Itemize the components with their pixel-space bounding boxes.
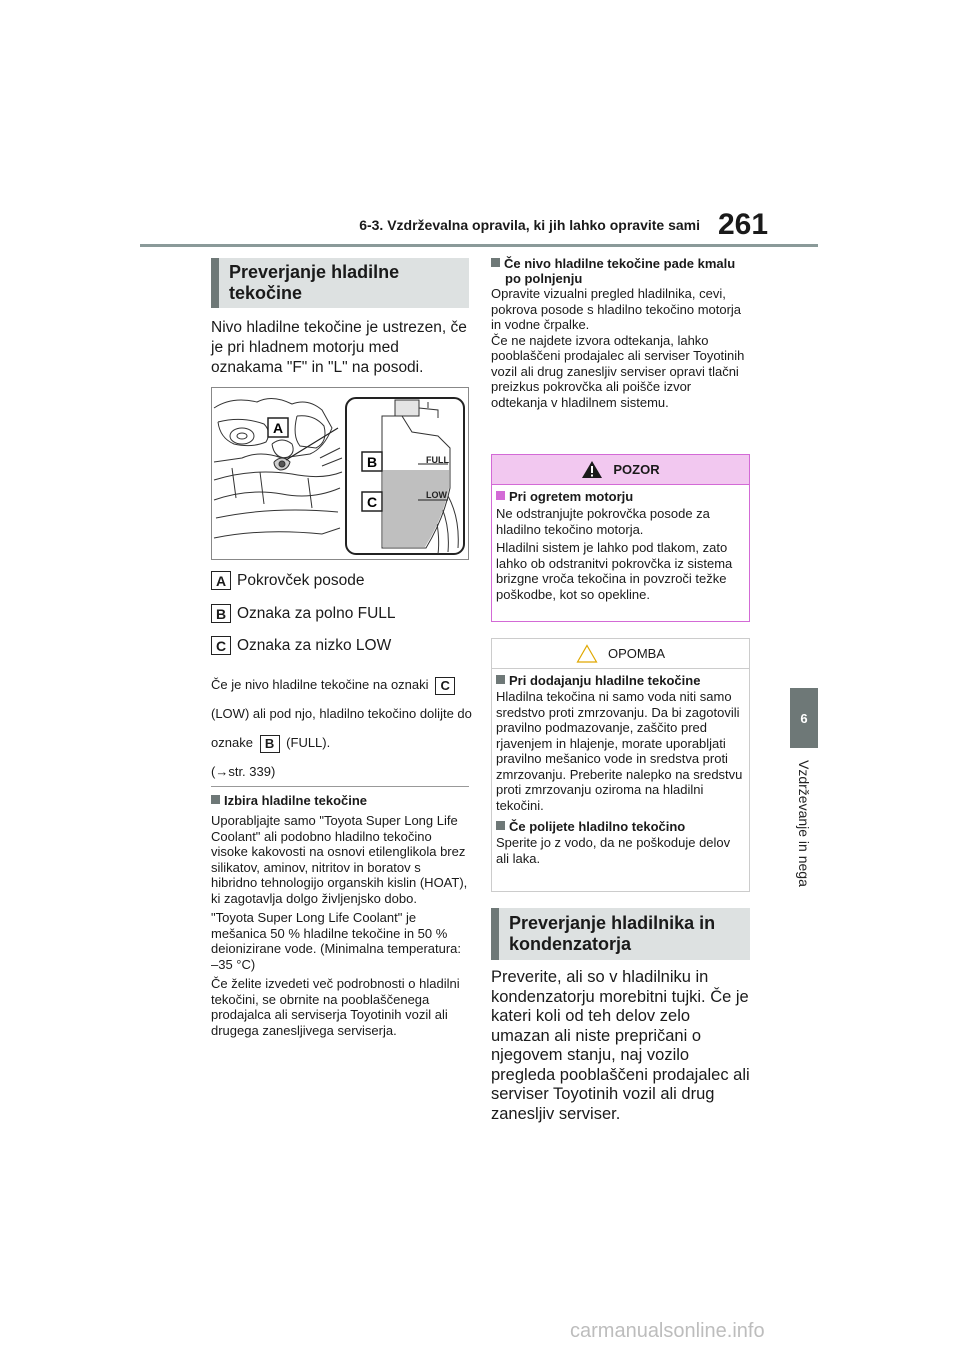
refill-note-text-2: (LOW) ali pod njo, hladilno tekočino dolijte do oznake <box>211 706 472 750</box>
callout-c: C <box>366 494 378 510</box>
section-heading-radiator-check: Preverjanje hladilnika in kondenzatorja <box>491 908 750 960</box>
low-mark: LOW <box>426 490 447 500</box>
warning-triangle-icon <box>581 460 603 479</box>
legend-text-a: Pokrovček posode <box>237 571 365 589</box>
notice-body <box>492 669 749 866</box>
coolant-choice-p3: Če želite izvedeti več podrobnosti o hladilni tekočini, se obrnite na pooblaščenega prodajalca ali serviserja Toyotinih vozil ali drugega zanesljivega serviserja. <box>211 976 460 1038</box>
coolant-drop-p2: Če ne najdete izvora odtekanja, lahko pooblaščeni prodajalec ali serviser Toyotinih vozil ali drug zanesljiv serviser opravi tlačni preizkus pokrovčka ali poišče izvor odtekanja v hladilnem sistemu. <box>491 332 745 410</box>
caution-header <box>492 455 749 485</box>
page-reference: (→str. 339) <box>211 764 276 779</box>
caution-box <box>491 454 750 622</box>
radiator-paragraph: Preverite, ali so v hladilniku in kondenzatorju morebitni tujki. Če je kateri koli od teh delov zelo umazan ali niste prepričani o njegovem stanju, naj vozilo pregleda pooblaščeni prodajalec ali serviser Toyotinih vozil ali drug zanesljiv serviser. <box>491 968 750 1123</box>
callout-b: B <box>366 454 378 470</box>
coolant-reservoir-figure <box>211 387 469 560</box>
bullet-square-icon <box>496 491 505 500</box>
coolant-drop-heading: Če nivo hladilne tekočine pade kmalu po polnjenju <box>491 256 750 286</box>
caution-title: POZOR <box>613 462 660 477</box>
refill-note-text-1: Če je nivo hladilne tekočine na oznaki <box>211 677 429 692</box>
legend-item-a <box>211 571 365 590</box>
legend-key-c: C <box>211 636 231 655</box>
refill-note <box>211 670 473 786</box>
coolant-choice-block <box>211 793 469 1042</box>
chapter-tab: 6 <box>790 688 818 748</box>
notice-heading-2: Če polijete hladilno tekočino <box>496 819 745 834</box>
coolant-choice-p2: "Toyota Super Long Life Coolant" je mešanica 50 % hladilne tekočine in 50 % deionizirane vode. (Minimalna temperatura: –35 °C) <box>211 910 462 972</box>
caution-p1: Ne odstranjujte pokrovčka posode za hladilno tekočino motorja. <box>496 506 710 537</box>
refill-note-text-3: (FULL). <box>286 735 331 750</box>
inline-key-b: B <box>260 735 280 753</box>
notice-title: OPOMBA <box>607 646 666 661</box>
header-rule <box>140 244 818 247</box>
coolant-choice-heading: Izbira hladilne tekočine <box>211 793 469 808</box>
legend-key-b: B <box>211 604 231 623</box>
bullet-square-icon <box>491 258 500 267</box>
callout-a: A <box>272 420 284 436</box>
caution-heading: Pri ogretem motorju <box>496 489 745 504</box>
legend-key-a: A <box>211 571 231 590</box>
watermark: carmanualsonline.info <box>570 1320 765 1342</box>
legend-text-b: Oznaka za polno FULL <box>237 604 396 622</box>
chapter-title: Vzdrževanje in nega <box>796 760 812 887</box>
legend-text-c: Oznaka za nizko LOW <box>237 636 392 654</box>
intro-paragraph: Nivo hladilne tekočine je ustrezen, če je pri hladnem motorju med oznakama "F" in "L" na posodi. <box>211 319 467 376</box>
inline-key-c: C <box>435 677 455 695</box>
notice-header <box>492 639 749 669</box>
bullet-square-icon <box>496 821 505 830</box>
running-header: 6-3. Vzdrževalna opravila, ki jih lahko opravite sami <box>359 217 700 233</box>
notice-p2: Sperite jo z vodo, da ne poškoduje delov ali laka. <box>496 835 731 866</box>
chapter-side-label <box>770 760 838 900</box>
notice-p1: Hladilna tekočina ni samo voda niti samo sredstvo proti zmrzovanju. Da bi zagotovili pravilno podmazovanje, zaščito pred rjavenjem in hlajenje, morate uporabljati pravilno mešanico vode in sredstva proti zmrzovanju. Preberite nalepko na sredstvu proti zmrzovanju oziroma na hladilni tekočini. <box>496 689 743 813</box>
legend-item-b <box>211 604 396 623</box>
divider <box>211 786 469 787</box>
coolant-drop-block <box>491 256 750 410</box>
notice-heading-1: Pri dodajanju hladilne tekočine <box>496 673 745 688</box>
bullet-square-icon <box>211 795 220 804</box>
bullet-square-icon <box>496 675 505 684</box>
coolant-choice-p1: Uporabljajte samo "Toyota Super Long Life Coolant" ali podobno hladilno tekočino visoke kakovosti na osnovi etilenglikola brez silikatov, aminov, nitritov in boratov s hibridno tehnologijo organskih kislin (HOAT), ki zagotavlja dolgo življenjsko dobo. <box>211 813 468 906</box>
legend-item-c <box>211 636 391 655</box>
caution-body <box>492 485 749 602</box>
caution-p2: Hladilni sistem je lahko pod tlakom, zato lahko ob odstranitvi pokrovčka iz sistema brizgne vroča tekočina in povzroči težke poškodbe, kot so opekline. <box>496 540 733 602</box>
coolant-drop-p1: Opravite vizualni pregled hladilnika, cevi, pokrova posode s hladilno tekočino motorja in vodne črpalke. <box>491 286 742 332</box>
page-number: 261 <box>718 208 769 241</box>
section-heading-coolant-check: Preverjanje hladilne tekočine <box>211 258 469 308</box>
notice-box <box>491 638 750 892</box>
notice-triangle-icon <box>576 644 598 663</box>
engine-illustration <box>212 388 468 559</box>
full-mark: FULL <box>426 455 449 465</box>
